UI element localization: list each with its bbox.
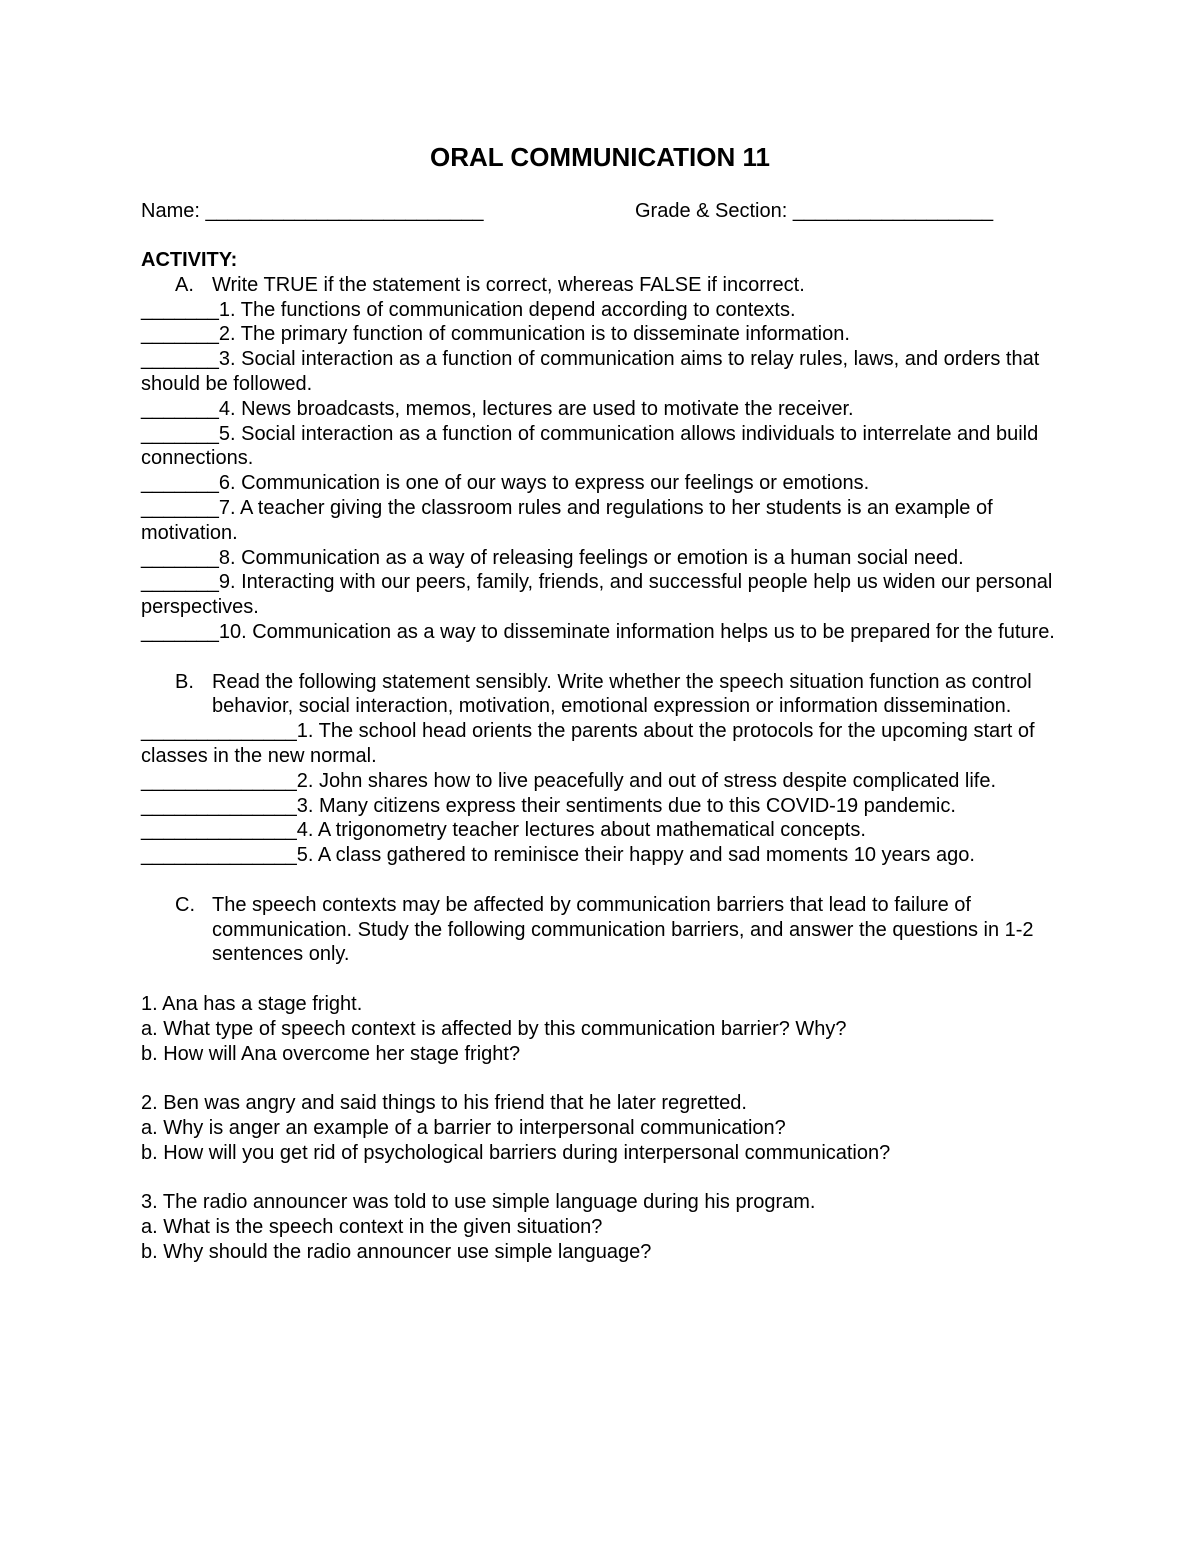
activity-heading: ACTIVITY: — [141, 249, 238, 271]
page-title: ORAL COMMUNICATION 11 — [430, 142, 770, 172]
part-a-instruction-text: Write TRUE if the statement is correct, whereas FALSE if incorrect. — [212, 273, 805, 296]
part-b-item-1: ______________1. The school head orients the parents about the protocols for the upcoming start of classes in the new normal. — [141, 720, 1035, 767]
part-b-instruction-text: Read the following statement sensibly. Write whether the speech situation function as control behavior, social interaction, motivation, emotional expression or information dissemination. — [212, 670, 1032, 718]
part-b-item-3: ______________3. Many citizens express their sentiments due to this COVID-19 pandemic. — [141, 794, 956, 817]
part-a-item-3: _______3. Social interaction as a function of communication aims to relay rules, laws, and orders that should be followed. — [141, 348, 1040, 395]
part-c-instruction — [141, 893, 1071, 967]
part-c-question-2-stem: 2. Ben was angry and said things to his friend that he later regretted. — [141, 1092, 747, 1115]
spacer — [141, 1066, 1071, 1091]
part-a-item-9: _______9. Interacting with our peers, family, friends, and successful people help us widen our personal perspectives. — [141, 571, 1053, 619]
part-b-item-2: ______________2. John shares how to live peacefully and out of stress despite complicated life. — [141, 769, 996, 792]
grade-section-field: Grade & Section: __________________ — [635, 200, 994, 222]
part-a-item-8: _______8. Communication as a way of releasing feelings or emotion is a human social need. — [141, 546, 964, 569]
part-b-item-4: ______________4. A trigonometry teacher lectures about mathematical concepts. — [141, 819, 866, 842]
part-a-item-7: _______7. A teacher giving the classroom rules and regulations to her students is an example of motivation. — [141, 496, 993, 544]
part-b-label: B. — [175, 670, 194, 693]
student-info-row — [141, 199, 1081, 225]
part-c-question-1-stem: 1. Ana has a stage fright. — [141, 992, 363, 1015]
part-a-item-10: _______10. Communication as a way to disseminate information helps us to be prepared for the future. — [141, 620, 1055, 643]
spacer — [141, 967, 1071, 992]
part-a-item-1: _______1. The functions of communication depend according to contexts. — [141, 298, 796, 321]
name-field: Name: _________________________ — [141, 200, 484, 222]
part-a-item-4: _______4. News broadcasts, memos, lectures are used to motivate the receiver. — [141, 397, 854, 420]
part-c-question-3-stem: 3. The radio announcer was told to use simple language during his program. — [141, 1191, 816, 1214]
part-c-question-2-b: b. How will you get rid of psychological barriers during interpersonal communication? — [141, 1141, 891, 1164]
worksheet-content — [141, 248, 1071, 1265]
part-c-question-3-b: b. Why should the radio announcer use simple language? — [141, 1240, 652, 1263]
spacer — [141, 1165, 1071, 1190]
part-c-question-2-a: a. Why is anger an example of a barrier to interpersonal communication? — [141, 1116, 786, 1139]
part-b-instruction — [141, 670, 1071, 720]
part-b-item-5: ______________5. A class gathered to reminisce their happy and sad moments 10 years ago. — [141, 844, 975, 867]
part-a-instruction — [141, 273, 1071, 298]
part-c-question-1-b: b. How will Ana overcome her stage fright? — [141, 1042, 521, 1065]
part-a-item-6: _______6. Communication is one of our ways to express our feelings or emotions. — [141, 472, 870, 495]
spacer — [141, 645, 1071, 670]
part-a-item-5: _______5. Social interaction as a function of communication allows individuals to interrelate and build connections. — [141, 422, 1039, 470]
part-c-label: C. — [175, 893, 195, 916]
part-a-item-2: _______2. The primary function of communication is to disseminate information. — [141, 323, 850, 346]
part-a-label: A. — [175, 273, 194, 296]
spacer — [141, 868, 1071, 893]
part-c-instruction-text: The speech contexts may be affected by communication barriers that lead to failure of communication. Study the following communication barriers, and answer the questions in 1-2 sentences only. — [212, 893, 1034, 966]
part-c-question-3-a: a. What is the speech context in the given situation? — [141, 1216, 603, 1239]
part-c-question-1-a: a. What type of speech context is affected by this communication barrier? Why? — [141, 1017, 847, 1040]
